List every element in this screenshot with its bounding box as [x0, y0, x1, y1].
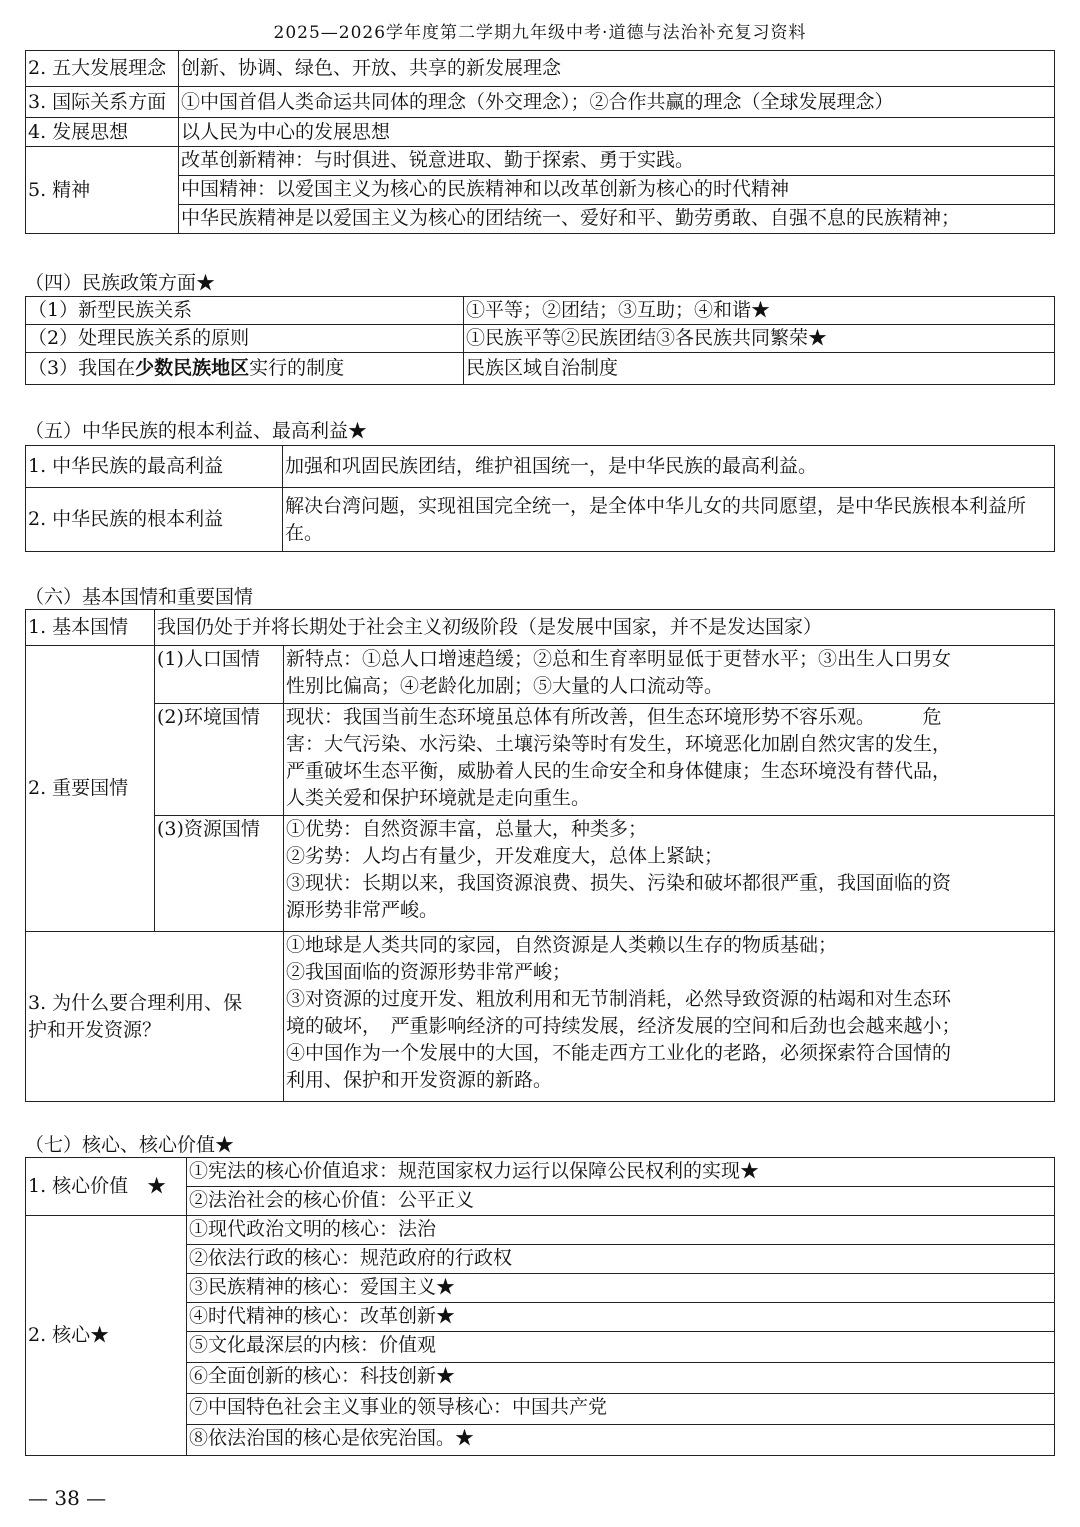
sub-label: (2)环境国情 — [155, 704, 284, 816]
row-label: 1. 核心价值 ★ — [26, 1158, 187, 1216]
row-content: 解决台湾问题，实现祖国完全统一，是全体中华儿女的共同愿望，是中华民族根本利益所在。 — [283, 488, 1055, 552]
table-row — [26, 610, 1055, 646]
table-row — [26, 51, 1055, 87]
row-label: （2）处理民族关系的原则 — [26, 325, 464, 353]
row-label: 2. 五大发展理念 — [26, 51, 179, 87]
row-content: 以人民为中心的发展思想 — [179, 118, 1055, 147]
text-line: ①优势：自然资源丰富，总量大，种类多； — [286, 818, 648, 840]
row-content: 加强和巩固民族团结，维护祖国统一，是中华民族的最高利益。 — [283, 446, 1055, 488]
table-row — [26, 816, 1055, 932]
national-conditions-table — [25, 609, 1055, 1102]
sub-label: (3)资源国情 — [155, 816, 284, 932]
sub-label: (1)人口国情 — [155, 646, 284, 704]
core-values-table — [25, 1157, 1055, 1456]
text-line: ③现状：长期以来，我国资源浪费、损失、污染和破坏都很严重，我国面临的资 — [286, 872, 952, 894]
row-content: 民族区域自治制度 — [464, 353, 1055, 385]
list-item: ②法治社会的核心价值：公平正义 — [189, 1189, 475, 1211]
spirit-item: 改革创新精神：与时俱进、锐意进取、勤于探索、勇于实践。 — [179, 147, 1054, 176]
row-label: （3）我国在少数民族地区实行的制度 — [26, 353, 464, 385]
table-row — [26, 325, 1055, 353]
text-line: 性别比偏高；④老龄化加剧；⑤大量的人口流动等。 — [286, 675, 724, 697]
table-row — [26, 1216, 1055, 1456]
list-item: ③民族精神的核心：爱国主义★ — [187, 1274, 1054, 1303]
text-line: 新特点：①总人口增速趋缓；②总和生育率明显低于更替水平；③出生人口男女 — [286, 648, 952, 670]
list-item: ④时代精神的核心：改革创新★ — [187, 1303, 1054, 1332]
text-line: 人类关爱和保护环境就是走向重生。 — [286, 787, 591, 809]
row-content: ①平等；②团结；③互助；④和谐★ — [464, 297, 1055, 325]
row-label: （1）新型民族关系 — [26, 297, 464, 325]
text-line: 境的破坏， 严重影响经济的可持续发展，经济发展的空间和后劲也会越来越小； — [286, 1015, 961, 1037]
row-label: 2. 核心★ — [26, 1216, 187, 1456]
text-line: 源形势非常严峻。 — [286, 899, 439, 921]
text-line: 害：大气污染、水污染、土壤污染等时有发生，环境恶化加剧自然灾害的发生， — [286, 733, 952, 755]
section-title: （六）基本国情和重要国情 — [25, 586, 254, 608]
row-label: 1. 中华民族的最高利益 — [26, 446, 283, 488]
list-item: ⑧依法治国的核心是依宪治国。★ — [189, 1427, 475, 1449]
text-line: 严重破坏生态平衡，威胁着人民的生命安全和身体健康；生态环境没有替代品， — [286, 760, 952, 782]
row-label: 3. 国际关系方面 — [26, 87, 179, 118]
text-line: ④中国作为一个发展中的大国，不能走西方工业化的老路，必须探索符合国情的 — [286, 1042, 952, 1064]
list-item: ⑤文化最深层的内核：价值观 — [187, 1332, 1054, 1363]
text-line: ①地球是人类共同的家园，自然资源是人类赖以生存的物质基础； — [286, 934, 838, 956]
section-title: （五）中华民族的根本利益、最高利益★ — [25, 420, 368, 442]
text-line: ③对资源的过度开发、粗放利用和无节制消耗，必然导致资源的枯竭和对生态环 — [286, 988, 952, 1010]
table-row — [26, 87, 1055, 118]
development-concepts-table — [25, 50, 1055, 234]
table-row — [26, 932, 1055, 1102]
table-row — [26, 704, 1055, 816]
table-row — [26, 646, 1055, 704]
row-label: 1. 基本国情 — [26, 610, 155, 646]
row-content: 我国仍处于并将长期处于社会主义初级阶段（是发展中国家，并不是发达国家） — [155, 610, 1055, 646]
page-header: 2025—2026学年度第二学期九年级中考·道德与法治补充复习资料 — [273, 23, 807, 43]
row-label: 4. 发展思想 — [26, 118, 179, 147]
list-item: ①现代政治文明的核心：法治 — [187, 1216, 1054, 1245]
table-row — [26, 1158, 1055, 1216]
section-title: （七）核心、核心价值★ — [25, 1134, 235, 1156]
ethnic-policy-table — [25, 296, 1055, 385]
list-item: ①宪法的核心价值追求：规范国家权力运行以保障公民权利的实现★ — [187, 1158, 1054, 1187]
list-item: ⑦中国特色社会主义事业的领导核心：中国共产党 — [187, 1394, 1054, 1425]
text-line: ②我国面临的资源形势非常严峻； — [286, 961, 572, 983]
table-row — [26, 118, 1055, 147]
table-row — [26, 446, 1055, 488]
section-title: （四）民族政策方面★ — [25, 272, 216, 294]
text-line: 利用、保护和开发资源的新路。 — [286, 1069, 553, 1091]
spirit-item: 中国精神：以爱国主义为核心的民族精神和以改革创新为核心的时代精神 — [179, 176, 1054, 205]
text-line: ②劣势：人均占有量少，开发难度大，总体上紧缺； — [286, 845, 724, 867]
row-label: 2. 重要国情 — [26, 646, 155, 932]
row-label: 2. 中华民族的根本利益 — [26, 488, 283, 552]
row-content: 创新、协调、绿色、开放、共享的新发展理念 — [179, 51, 1055, 87]
table-row — [26, 488, 1055, 552]
row-label: 3. 为什么要合理利用、保 护和开发资源？ — [26, 932, 284, 1102]
page-number: — 38 — — [28, 1486, 107, 1510]
text-line: 现状：我国当前生态环境虽总体有所改善，但生态环境形势不容乐观。 危 — [286, 706, 942, 728]
row-label: 5. 精神 — [26, 147, 179, 234]
table-row — [26, 297, 1055, 325]
table-row — [26, 353, 1055, 385]
spirit-item: 中华民族精神是以爱国主义为核心的团结统一、爱好和平、勤劳勇敢、自强不息的民族精神； — [181, 207, 961, 229]
row-content: ①民族平等②民族团结③各民族共同繁荣★ — [464, 325, 1055, 353]
national-interest-table — [25, 445, 1055, 552]
list-item: ⑥全面创新的核心：科技创新★ — [187, 1363, 1054, 1394]
list-item: ②依法行政的核心：规范政府的行政权 — [187, 1245, 1054, 1274]
table-row — [26, 147, 1055, 234]
row-content: ①中国首倡人类命运共同体的理念（外交理念）；②合作共赢的理念（全球发展理念） — [179, 87, 1055, 118]
